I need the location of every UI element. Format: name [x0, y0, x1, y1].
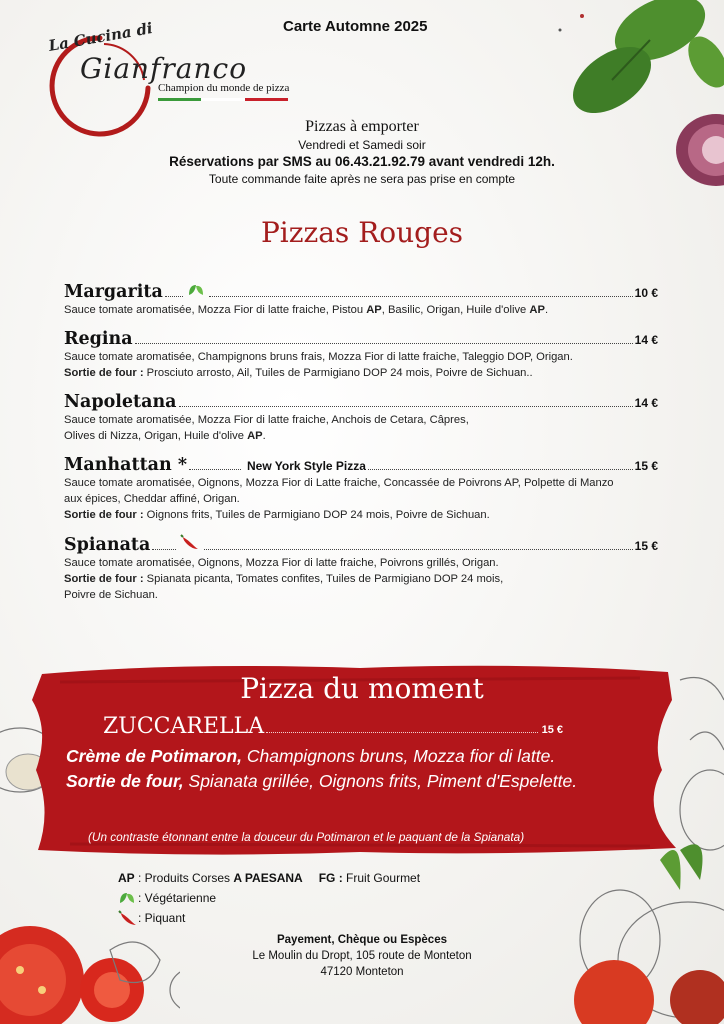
pizza-item-margarita [64, 282, 658, 318]
logo-script-name: Gianfranco [80, 52, 248, 85]
dot-leader [135, 343, 633, 344]
dot-leader [204, 549, 632, 550]
moment-title: Pizza du moment [240, 672, 484, 705]
takeaway-days: Vendredi et Samedi soir [298, 138, 426, 152]
leaf-icon [118, 891, 138, 905]
pizza-item-napoletana [64, 392, 658, 444]
moment-description: Crème de Potimaron, Champignons bruns, Mozza fior di latte. Sortie de four, Spianata grillée, Oignons frits, Piment d'Espelette. [66, 746, 578, 791]
pizza-list [64, 282, 658, 614]
moment-note: (Un contraste étonnant entre la douceur du Potimaron et le paquant de la Spianata) [88, 830, 525, 844]
payment-info: Payement, Chèque ou Espèces [276, 934, 447, 946]
dot-leader [266, 732, 537, 733]
pizza-oven-finish: Sortie de four : Oignons frits, Tuiles de Parmigiano DOP 24 mois, Poivre de Sichuan. [64, 509, 490, 521]
pizza-price: 10 € [634, 286, 658, 300]
order-notice: Toute commande faite après ne sera pas prise en compte [208, 172, 516, 186]
pizza-price: 14 € [634, 396, 658, 410]
pizza-description: Sauce tomate aromatisée, Oignons, Mozza Fior di Latte fraiche, Concassée de Poivrons AP, Polpette di Manzo [64, 477, 614, 489]
pizza-description: Sauce tomate aromatisée, Mozza Fior di latte fraiche, Pistou AP, Basilic, Origan, Huile d'olive AP. [64, 304, 549, 316]
pizza-item-manhattan [64, 455, 658, 523]
moment-item-line [103, 714, 563, 739]
pizza-description-2: Olives di Nizza, Origan, Huile d'olive AP. [64, 430, 266, 442]
city-line: 47120 Monteton [320, 966, 404, 978]
dot-leader [189, 469, 241, 470]
pizza-name: Regina [64, 329, 133, 349]
dot-leader [209, 296, 633, 297]
pizza-price: 15 € [634, 459, 658, 473]
pizza-item-regina [64, 329, 658, 381]
dot-leader [368, 469, 633, 470]
pizza-name: Margarita [64, 282, 163, 302]
pizza-oven-finish: Sortie de four : Spianata picanta, Tomates confites, Tuiles de Parmigiano DOP 24 mois, [64, 573, 504, 585]
legend-vegetarian: : Végétarienne [118, 888, 420, 908]
pizza-oven-finish: Sortie de four : Prosciuto arrosto, Ail, Tuiles de Parmigiano DOP 24 mois, Poivre de Sichuan.. [64, 367, 533, 379]
takeaway-title: Pizzas à emporter [305, 118, 419, 135]
dot-leader [165, 296, 183, 297]
dot-leader [179, 406, 633, 407]
legend [118, 868, 420, 928]
restaurant-logo [40, 19, 310, 132]
basil-onion-illustration [520, 0, 724, 200]
logo-top-text: La Cucina di [47, 19, 154, 55]
chili-pepper-icon [180, 534, 200, 550]
logo-tagline: Champion du monde de pizza [158, 82, 290, 94]
address-line: Le Moulin du Dropt, 105 route de Monteton [252, 950, 472, 962]
dot-leader [152, 549, 176, 550]
reservation-info: Réservations par SMS au 06.43.21.92.79 avant vendredi 12h. [169, 154, 555, 169]
pizza-name: Manhattan * [64, 455, 187, 475]
pizza-name: Napoletana [64, 392, 177, 412]
legend-spicy: : Piquant [118, 908, 420, 928]
italian-flag-stripe [158, 98, 288, 101]
pizza-description: Sauce tomate aromatisée, Champignons bruns frais, Mozza Fior di latte fraiche, Taleggio DOP, Origan. [64, 351, 573, 363]
pizza-subtitle: New York Style Pizza [246, 459, 366, 473]
moment-price: 15 € [541, 724, 563, 736]
pizza-description-2: aux épices, Cheddar affiné, Origan. [64, 493, 240, 505]
pizza-du-moment-banner [0, 660, 724, 860]
pizza-price: 15 € [634, 539, 658, 553]
legend-ap-fg: AP : Produits Corses A PAESANA FG : Fruit Gourmet [118, 871, 421, 885]
pizza-price: 14 € [634, 333, 658, 347]
chili-pepper-icon [118, 910, 138, 926]
menu-season-title: Carte Automne 2025 [283, 18, 428, 35]
pizza-description: Sauce tomate aromatisée, Oignons, Mozza Fior di latte fraiche, Poivrons grillés, Origan. [64, 557, 499, 569]
leaf-icon [187, 283, 205, 297]
section-title-pizzas-rouges: Pizzas Rouges [260, 216, 464, 249]
pizza-name: Spianata [64, 535, 151, 555]
pizza-description: Sauce tomate aromatisée, Mozza Fior di latte fraiche, Anchois de Cetara, Câpres, [64, 414, 469, 426]
moment-pizza-name: ZUCCARELLA [103, 714, 265, 739]
pizza-description-3: Poivre de Sichuan. [64, 589, 158, 601]
pizza-item-spianata [64, 534, 658, 603]
